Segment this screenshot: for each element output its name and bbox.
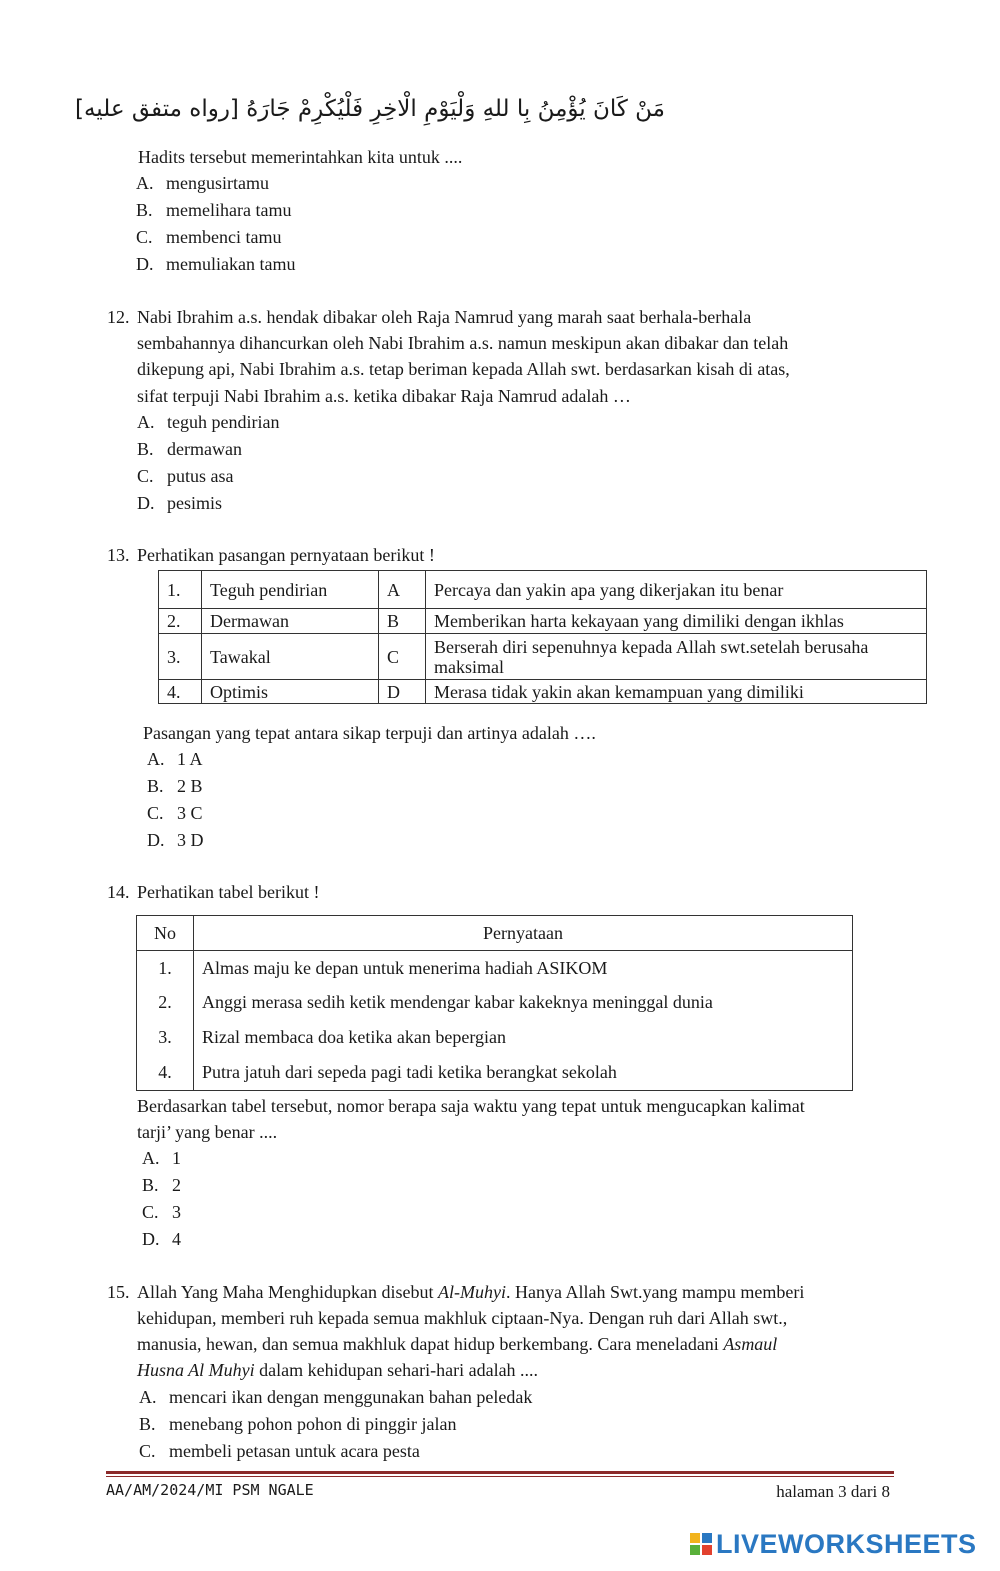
q13-cell-term: Tawakal bbox=[202, 634, 379, 680]
q12-text-line-1: Nabi Ibrahim a.s. hendak dibakar oleh Raja Namrud yang marah saat berhala-berhala bbox=[137, 307, 752, 327]
hadith-arabic-text: مَنْ كَانَ يُؤْمِنُ بِا للهِ وَلْيَوْمِ الْاخِرِ فَلْيُكْرِمْ جَارَهُ [رواه متفق عليه] bbox=[74, 96, 665, 122]
table-row bbox=[137, 951, 853, 985]
q12-text-line-2: sembahannya dihancurkan oleh Nabi Ibrahim a.s. namun meskipun akan dibakar dan telah bbox=[137, 333, 789, 353]
q14-cell-no: 4. bbox=[137, 1055, 194, 1091]
q13-cell-no: 1. bbox=[159, 571, 202, 609]
table-row bbox=[137, 1020, 853, 1055]
q13-cell-meaning: Percaya dan yakin apa yang dikerjakan itu benar bbox=[426, 571, 927, 609]
q13-cell-meaning: Berserah diri sepenuhnya kepada Allah swt.setelah berusaha maksimal bbox=[426, 634, 927, 680]
q13-cell-no: 3. bbox=[159, 634, 202, 680]
q12-text-line-3: dikepung api, Nabi Ibrahim a.s. tetap beriman kepada Allah swt. berdasarkan kisah di atas, bbox=[137, 359, 790, 379]
q14-cell-text: Anggi merasa sedih ketik mendengar kabar kakeknya meninggal dunia bbox=[194, 985, 853, 1020]
q14-option-d[interactable]: D. 4 bbox=[142, 1229, 181, 1249]
table-row bbox=[159, 634, 927, 680]
q13-question: Pasangan yang tepat antara sikap terpuji dan artinya adalah …. bbox=[143, 723, 596, 743]
q13-cell-term: Dermawan bbox=[202, 609, 379, 634]
table-header-row bbox=[137, 916, 853, 951]
q13-cell-no: 2. bbox=[159, 609, 202, 634]
q15-number: 15. bbox=[107, 1282, 130, 1302]
table-row bbox=[159, 609, 927, 634]
q14-question-line-1: Berdasarkan tabel tersebut, nomor berapa saja waktu yang tepat untuk mengucapkan kalimat bbox=[137, 1096, 805, 1116]
q13-option-c[interactable]: C. 3 C bbox=[147, 803, 203, 823]
hadith-option-c[interactable]: C. membenci tamu bbox=[136, 227, 282, 247]
hadith-question: Hadits tersebut memerintahkan kita untuk .... bbox=[138, 147, 463, 167]
table-row bbox=[159, 680, 927, 704]
q13-pairs-table bbox=[158, 570, 927, 704]
liveworksheets-logo-icon bbox=[690, 1533, 712, 1555]
q13-prompt: Perhatikan pasangan pernyataan berikut ! bbox=[137, 545, 435, 565]
q14-cell-text: Rizal membaca doa ketika akan bepergian bbox=[194, 1020, 853, 1055]
q13-option-a[interactable]: A. 1 A bbox=[147, 749, 203, 769]
q14-cell-no: 1. bbox=[137, 951, 194, 985]
liveworksheets-logo-text: LIVEWORKSHEETS bbox=[716, 1528, 977, 1559]
q14-question-line-2: tarji’ yang benar .... bbox=[137, 1122, 278, 1142]
q13-cell-term: Teguh pendirian bbox=[202, 571, 379, 609]
q13-cell-meaning: Memberikan harta kekayaan yang dimiliki dengan ikhlas bbox=[426, 609, 927, 634]
q15-option-b[interactable]: B. menebang pohon pohon di pinggir jalan bbox=[139, 1414, 457, 1434]
q12-text-line-4: sifat terpuji Nabi Ibrahim a.s. ketika dibakar Raja Namrud adalah … bbox=[137, 386, 631, 406]
document-code: AA/AM/2024/MI PSM NGALE bbox=[106, 1481, 314, 1499]
q14-statements-table bbox=[136, 915, 853, 1091]
q13-cell-key: C bbox=[379, 634, 426, 680]
q13-cell-key: A bbox=[379, 571, 426, 609]
q14-prompt: Perhatikan tabel berikut ! bbox=[137, 882, 320, 902]
q12-number: 12. bbox=[107, 307, 130, 327]
q15-text-line-2: kehidupan, memberi ruh kepada semua makhluk ciptaan-Nya. Dengan ruh dari Allah swt., bbox=[137, 1308, 788, 1328]
footer-divider-thick bbox=[106, 1471, 894, 1474]
q13-cell-no: 4. bbox=[159, 680, 202, 704]
q13-option-b[interactable]: B. 2 B bbox=[147, 776, 203, 796]
q14-option-b[interactable]: B. 2 bbox=[142, 1175, 181, 1195]
q14-header-statement: Pernyataan bbox=[194, 916, 853, 951]
table-row bbox=[137, 1055, 853, 1091]
q15-text-line-1: Allah Yang Maha Menghidupkan disebut Al-Muhyi. Hanya Allah Swt.yang mampu memberi bbox=[137, 1282, 805, 1302]
hadith-option-a[interactable]: A. mengusirtamu bbox=[136, 173, 269, 193]
q12-option-c[interactable]: C. putus asa bbox=[137, 466, 234, 486]
q12-option-b[interactable]: B. dermawan bbox=[137, 439, 242, 459]
q14-cell-text: Almas maju ke depan untuk menerima hadiah ASIKOM bbox=[194, 951, 853, 985]
q13-cell-key: D bbox=[379, 680, 426, 704]
q13-cell-key: B bbox=[379, 609, 426, 634]
q12-option-a[interactable]: A. teguh pendirian bbox=[137, 412, 280, 432]
q13-option-d[interactable]: D. 3 D bbox=[147, 830, 204, 850]
q15-text-line-4: Husna Al Muhyi dalam kehidupan sehari-hari adalah .... bbox=[137, 1360, 539, 1380]
q15-option-a[interactable]: A. mencari ikan dengan menggunakan bahan peledak bbox=[139, 1387, 533, 1407]
q14-cell-no: 2. bbox=[137, 985, 194, 1020]
footer-divider-thin bbox=[106, 1476, 894, 1477]
hadith-option-d[interactable]: D. memuliakan tamu bbox=[136, 254, 296, 274]
q13-cell-term: Optimis bbox=[202, 680, 379, 704]
hadith-option-b[interactable]: B. memelihara tamu bbox=[136, 200, 292, 220]
q13-number: 13. bbox=[107, 545, 130, 565]
q14-number: 14. bbox=[107, 882, 130, 902]
q15-text-line-3: manusia, hewan, dan semua makhluk dapat hidup berkembang. Cara meneladani Asmaul bbox=[137, 1334, 778, 1354]
q14-option-a[interactable]: A. 1 bbox=[142, 1148, 181, 1168]
q14-cell-text: Putra jatuh dari sepeda pagi tadi ketika berangkat sekolah bbox=[194, 1055, 853, 1091]
page-number: halaman 3 dari 8 bbox=[776, 1482, 890, 1501]
table-row bbox=[137, 985, 853, 1020]
q12-option-d[interactable]: D. pesimis bbox=[137, 493, 223, 513]
q14-option-c[interactable]: C. 3 bbox=[142, 1202, 181, 1222]
q13-cell-meaning: Merasa tidak yakin akan kemampuan yang dimiliki bbox=[426, 680, 927, 704]
liveworksheets-logo[interactable] bbox=[690, 1524, 977, 1564]
q15-option-c[interactable]: C. membeli petasan untuk acara pesta bbox=[139, 1441, 420, 1461]
q14-header-no: No bbox=[137, 916, 194, 951]
q14-cell-no: 3. bbox=[137, 1020, 194, 1055]
table-row bbox=[159, 571, 927, 609]
